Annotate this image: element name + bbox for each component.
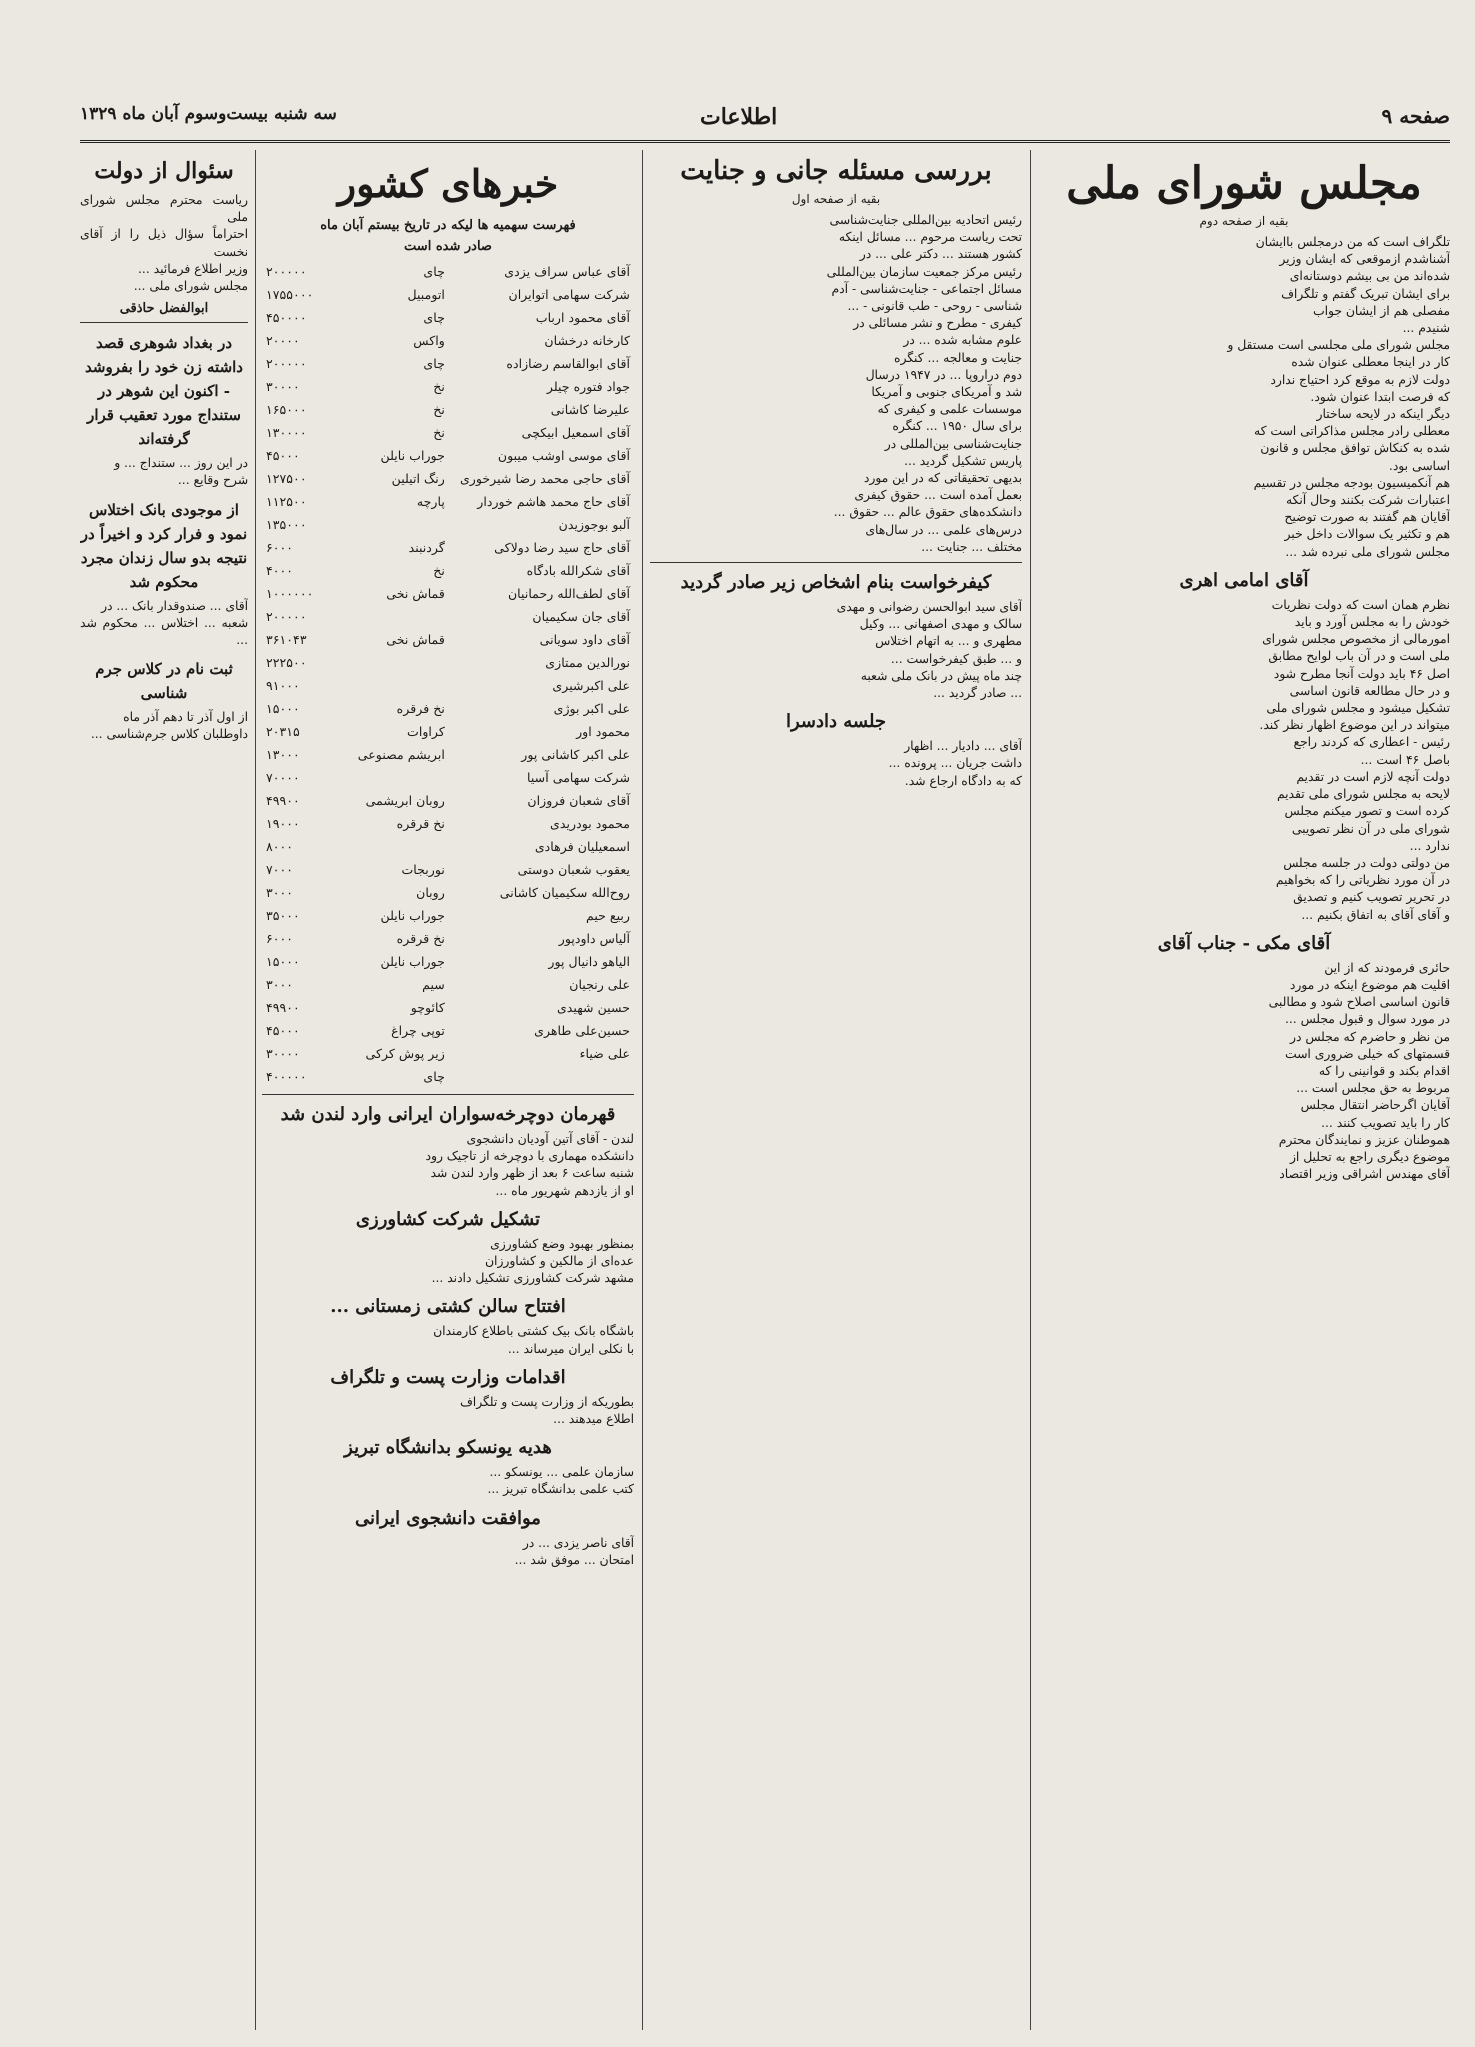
section-heading: در بغداد شوهری قصد داشته زن خود را بفروشد - اکنون این شوهر در ستنداج مورد تعقیب قرار گرفته‌اند [85, 334, 243, 449]
allocation-row [262, 444, 634, 467]
allocation-amount: ۴۵۰۰۰ [266, 448, 300, 463]
allocation-amount: ۱۵۰۰۰ [266, 701, 300, 716]
allocation-row [262, 260, 634, 283]
section-heading: از موجودی بانک اختلاس نمود و فرار کرد و اخیراً در نتیجه بدو سال زندان مجرد محکوم شد [80, 500, 248, 591]
allocation-row [262, 835, 634, 858]
signature: ابوالفضل حاذقی [119, 301, 209, 317]
allocation-name: یعقوب شعبان دوستی [517, 862, 630, 877]
allocation-item: نخ قرقره [396, 931, 445, 946]
article-text: از اول آذر تا دهم آذر ماه داوطلبان کلاس جرم‌شناسی ... [90, 710, 248, 742]
allocation-item [350, 674, 449, 697]
allocation-item: نخ فرقره [396, 701, 445, 716]
allocation-item: جوراب نایلن [380, 448, 445, 463]
allocation-item: سیم [422, 977, 445, 992]
allocation-name: شرکت سهامی اتوایران [508, 287, 630, 302]
allocation-name: آقای حاجی محمد رضا شیرخوری [459, 471, 630, 486]
section-heading: هدیه یونسکو بدانشگاه تبریز [344, 1437, 552, 1459]
article-text: در این روز ... ستنداج ... و شرح وقایع ... [114, 456, 248, 488]
allocation-row [262, 881, 634, 904]
allocation-row [262, 559, 634, 582]
divider [80, 322, 248, 323]
allocation-name: آقای اسمعیل ابیکچی [521, 425, 630, 440]
allocation-row [262, 283, 634, 306]
allocation-item [350, 605, 449, 628]
allocation-name: آقای شعبان فروزان [527, 793, 630, 808]
allocation-row [262, 973, 634, 996]
divider [650, 562, 1022, 563]
allocation-amount: ۱۶۵۰۰۰ [266, 402, 307, 417]
allocation-name: ربیع حیم [585, 908, 630, 923]
divider [262, 1094, 634, 1095]
allocation-amount: ۱۵۰۰۰ [266, 954, 300, 969]
allocation-item [350, 513, 449, 536]
allocation-row [262, 950, 634, 973]
allocation-item: چای [423, 356, 445, 371]
allocation-row [262, 421, 634, 444]
article-text: سازمان علمی ... یونسکو ... کتب علمی بدانشگاه تبریز ... [487, 1465, 634, 1497]
headline-majlis: مجلس شورای ملی [1066, 158, 1422, 209]
section-heading: کیفرخواست بنام اشخاص زیر صادر گردید [680, 572, 992, 594]
column-divider [1030, 150, 1031, 2030]
allocation-table [262, 260, 634, 1088]
allocation-amount: ۷۰۰۰۰ [266, 770, 300, 785]
allocation-amount: ۳۰۰۰ [266, 885, 294, 900]
allocation-name: حسین‌علی طاهری [534, 1023, 630, 1038]
allocation-name: الیاهو دانیال پور [548, 954, 630, 969]
allocation-name: کارخانه درخشان [544, 333, 630, 348]
allocation-name: روح‌الله سکیمیان کاشانی [499, 885, 630, 900]
headline-question: سئوال از دولت [94, 158, 234, 184]
allocation-name: آقای عباس سراف یزدی [504, 264, 630, 279]
allocation-name: آلیاس داودپور [558, 931, 630, 946]
allocation-item [350, 766, 449, 789]
list-title: فهرست سهمیه ها لیکه در تاریخ بیستم آبان ماه [320, 218, 576, 233]
allocation-item: رنگ اتیلین [391, 471, 445, 486]
allocation-row [262, 1065, 634, 1088]
allocation-item: جوراب نایلن [380, 954, 445, 969]
allocation-amount: ۲۰۰۰۰۰ [266, 356, 307, 371]
allocation-row [262, 720, 634, 743]
allocation-row [262, 329, 634, 352]
allocation-row [262, 398, 634, 421]
allocation-name: علی اکبر بوژی [553, 701, 630, 716]
allocation-row [262, 812, 634, 835]
allocation-item: نخ [433, 379, 445, 394]
allocation-item [350, 651, 449, 674]
allocation-row [262, 996, 634, 1019]
allocation-row [262, 628, 634, 651]
allocation-amount: ۴۰۰۰ [266, 563, 294, 578]
allocation-item: نوربجات [401, 862, 445, 877]
allocation-amount: ۱۹۰۰۰ [266, 816, 300, 831]
allocation-row [262, 904, 634, 927]
article-text: آقای ... دادیار ... اظهار داشت جریان ... پرونده ... که به دادگاه ارجاع شد. [888, 739, 1022, 788]
allocation-row [262, 375, 634, 398]
allocation-row [262, 605, 634, 628]
section-heading: اقدامات وزارت پست و تلگراف [330, 1366, 566, 1388]
allocation-name: آقای لطف‌الله رحمانیان [507, 586, 630, 601]
allocation-item: قماش نخی [386, 632, 445, 647]
allocation-row [262, 352, 634, 375]
allocation-amount: ۱۷۵۵۰۰۰ [266, 287, 314, 302]
allocation-amount: ۸۰۰۰ [266, 839, 294, 854]
allocation-name: علی ضیاء [579, 1046, 630, 1061]
allocation-row [262, 513, 634, 536]
allocation-item: نخ قرقره [396, 816, 445, 831]
continued-note: بقیه از صفحه دوم [1199, 214, 1289, 228]
allocation-name: حسین شهیدی [556, 1000, 630, 1015]
section-heading: افتتاح سالن کشتی زمستانی ... [330, 1296, 566, 1318]
section-heading: آقای امامی اهری [1179, 569, 1309, 591]
allocation-row [262, 766, 634, 789]
article-text: لندن - آقای آتین آودیان دانشجوی دانشکده مهماری با دوچرخه از تاجیک رود شنبه ساعت ۶ بعد از ظهر وارد لندن شد او از یازدهم شهریور ماه ... [425, 1132, 634, 1198]
allocation-row [262, 1019, 634, 1042]
column-question [80, 150, 248, 2030]
allocation-amount: ۴۵۰۰۰۰ [266, 310, 307, 325]
column-country-news [262, 150, 634, 2030]
article-text: آقای سید ابوالحسن رضوانی و مهدی سالک و مهدی اصفهانی ... وکیل مطهری و ... به اتهام اختلاس و ... طبق کیفرخواست ... چند ماه پیش در بانک ملی شعبه ... صادر گردید ... [836, 600, 1022, 701]
allocation-name: آقای محمود ارباب [535, 310, 630, 325]
allocation-name: آقای شکرالله بادگاه [526, 563, 630, 578]
allocation-item: چای [423, 1069, 445, 1084]
allocation-item: چای [423, 264, 445, 279]
article-text: بمنظور بهبود وضع کشاورزی عده‌ای از مالکین و کشاورزان مشهد شرکت کشاورزی تشکیل دادند ... [431, 1236, 634, 1286]
allocation-amount: ۶۰۰۰ [266, 540, 294, 555]
article-text: نظرم همان است که دولت نظریات خودش را به مجلس آورد و باید امورمالی از مخصوص مجلس شورای ملی است و در آن باب لوایح مطابق اصل ۴۶ باید دولت آنجا مطرح شود و در حال مطالعه قانون اساسی تشکیل میشود و مجلس شورای ملی میتواند در این موضوع اظهار نظر کند. رئیس - اعطاری که کردند راجع باصل ۴۶ است ... دولت آنچه لازم است در تقدیم لایحه به مجلس شورای ملی تقدیم کرده است و تصور میکنم مجلس شورای ملی در آن نظر تصویبی ندارد ... من دولتی دولت در جلسه مجلس در آن مورد نظریاتی را که بخواهیم در تحریر تصویب کنیم و تصدیق و آقای آقای به اتفاق بکنیم ... [1259, 597, 1450, 922]
allocation-name: آقای حاج محمد هاشم خوردار [477, 494, 630, 509]
allocation-item: نخ [433, 402, 445, 417]
article-text: آقایان اگرحاضر انتقال مجلس کار را باید تصویب کنند ... هموطنان عزیز و نمایندگان محترم موضوع دیگری راجع به تحلیل از آقای مهندس اشراقی وزیر اقتصاد [1278, 1098, 1450, 1182]
allocation-name: آقای حاج سید رضا دولاکی [494, 540, 630, 555]
headline-crime: بررسی مسئله جانی و جنایت [680, 156, 992, 186]
allocation-amount: ۳۰۰۰۰ [266, 379, 300, 394]
allocation-amount: ۹۱۰۰۰ [266, 678, 300, 693]
allocation-amount: ۱۱۲۵۰۰ [266, 494, 307, 509]
article-text: بطوریکه از وزارت پست و تلگراف اطلاع میدهند ... [460, 1394, 634, 1427]
allocation-name: آلبو بوجوزیدن [558, 517, 630, 532]
allocation-amount: ۴۹۹۰۰ [266, 1000, 300, 1015]
allocation-name: محمود بودریدی [550, 816, 630, 831]
section-heading: تشکیل شرکت کشاورزی [355, 1208, 541, 1230]
allocation-amount: ۴۰۰۰۰۰ [266, 1069, 307, 1084]
allocation-row [262, 651, 634, 674]
allocation-row [262, 536, 634, 559]
allocation-item: نخ [433, 425, 445, 440]
allocation-amount: ۱۲۷۵۰۰ [266, 471, 307, 486]
allocation-item: گردنبند [408, 540, 445, 555]
article-text: تلگراف است که من درمجلس باایشان آشناشدم ازموقعی که ایشان وزیر شده‌اند من بی بیشم دوستانه‌ای برای ایشان تبریک گفتم و تلگراف مفصلی هم از ایشان جواب شنیدم ... مجلس شورای ملی مجلسی است مستقل و کار در اینجا معطلی عنوان شده دولت لازم به موقع کرد احتیاج ندارد که فرصت ابتدا عنوان شود. دیگر اینکه در لایحه ساختار معطلی رادر مجلس مذاکراتی است که شده به کنکاش توافق مجلس و قانون اساسی بود. هم آنکمیسیون بودجه مجلس در تقسیم اعتبارات شرکت بکنند وحال آنکه آقایان هم گفتند به صورت توضیح هم و تکثیر یک سوالات داخل خبر مجلس شورای ملی نبرده شد ... [1227, 235, 1450, 559]
paper-name: اطلاعات [700, 104, 778, 130]
allocation-name: آقای داود سویانی [539, 632, 630, 647]
masthead-rule [80, 140, 1450, 147]
allocation-item: توپی چراغ [391, 1023, 445, 1038]
allocation-name: نورالدین ممتازی [545, 655, 630, 670]
headline-country-news: خبرهای کشور [337, 161, 559, 206]
article-text: باشگاه بانک بیک کشتی باطلاع کارمندان با نکلی ایران میرساند ... [433, 1324, 634, 1356]
continued-note: بقیه از صفحه اول [791, 192, 881, 206]
allocation-row [262, 582, 634, 605]
article-text: آقای ... صندوقدار بانک ... در شعبه ... اختلاس ... محکوم شد ... [80, 598, 248, 648]
column-divider [642, 150, 643, 2030]
allocation-name: شرکت سهامی آسیا [527, 770, 630, 785]
page-number: صفحه ۹ [1381, 104, 1450, 128]
section-heading: جلسه دادسرا [785, 711, 887, 733]
list-subtitle: صادر شده است [404, 239, 492, 254]
article-text: ریاست محترم مجلس شورای ملی احتراماً سؤال ذیل را از آقای نخست وزیر اطلاع فرمائید ... مجلس شورای ملی ... [80, 193, 248, 294]
allocation-item: چای [423, 310, 445, 325]
allocation-row [262, 789, 634, 812]
allocation-amount: ۳۶۱۰۴۳ [266, 632, 307, 647]
allocation-amount: ۳۵۰۰۰ [266, 908, 300, 923]
allocation-amount: ۱۳۵۰۰۰ [266, 517, 307, 532]
allocation-row [262, 467, 634, 490]
allocation-amount: ۱۳۰۰۰ [266, 747, 300, 762]
allocation-name: آقای جان سکیمیان [532, 609, 630, 624]
allocation-item: واکس [413, 333, 445, 348]
allocation-name: آقای موسی اوشب میبون [497, 448, 630, 463]
allocation-row [262, 927, 634, 950]
column-majlis [1038, 150, 1450, 2030]
article-text: آقای ناصر یزدی ... در امتحان ... موفق شد ... [514, 1535, 634, 1567]
allocation-item: زیر پوش کرکی [365, 1046, 445, 1061]
section-heading: قهرمان دوچرخه‌سواران ایرانی وارد لندن شد [280, 1104, 616, 1125]
allocation-amount: ۲۰۰۰۰۰ [266, 609, 307, 624]
allocation-amount: ۴۵۰۰۰ [266, 1023, 300, 1038]
allocation-item: کراوات [406, 724, 445, 739]
allocation-item: روبان ابریشمی [365, 793, 445, 808]
allocation-name: محمود اور [576, 724, 630, 739]
allocation-amount: ۷۰۰۰ [266, 862, 294, 877]
allocation-name: اسمعیلیان فرهادی [534, 839, 630, 854]
allocation-row [262, 306, 634, 329]
allocation-name [449, 1065, 634, 1088]
allocation-name: علی اکبرشیری [552, 678, 630, 693]
allocation-row [262, 1042, 634, 1065]
allocation-item: قماش نخی [386, 586, 445, 601]
allocation-row [262, 490, 634, 513]
allocation-item: اتومبیل [407, 287, 445, 302]
section-heading: ثبت نام در کلاس جرم شناسی [95, 660, 233, 703]
allocation-item: پارچه [416, 494, 445, 509]
allocation-amount: ۲۰۰۰۰ [266, 333, 300, 348]
allocation-row [262, 858, 634, 881]
section-heading: موافقت دانشجوی ایرانی [355, 1507, 541, 1529]
allocation-name: علی اکبر کاشانی پور [521, 747, 630, 762]
allocation-item: روبان [416, 885, 445, 900]
allocation-amount: ۱۳۰۰۰۰ [266, 425, 307, 440]
allocation-amount: ۳۰۰۰ [266, 977, 294, 992]
allocation-amount: ۳۰۰۰۰ [266, 1046, 300, 1061]
allocation-item: ابریشم مصنوعی [357, 747, 445, 762]
allocation-item: جوراب نایلن [380, 908, 445, 923]
article-text: حائری فرمودند که از این اقلیت هم موضوع اینکه در مورد قانون اساسی اصلاح شود و مطالبی در مورد سوال و قبول مجلس ... من نظر و حاضرم که مجلس در قسمتهای که خیلی ضروری است اقدام بکند و قوانینی را که مربوط به حق مجلس است ... [1268, 960, 1450, 1096]
allocation-item [350, 835, 449, 858]
allocation-amount: ۱۰۰۰۰۰۰ [266, 586, 314, 601]
allocation-amount: ۲۲۲۵۰۰ [266, 655, 307, 670]
allocation-name: علیرضا کاشانی [550, 402, 630, 417]
allocation-row [262, 697, 634, 720]
column-divider [255, 150, 256, 2030]
column-crime [650, 150, 1022, 2030]
allocation-amount: ۴۹۹۰۰ [266, 793, 300, 808]
allocation-row [262, 674, 634, 697]
allocation-name: آقای ابوالقاسم رضازاده [506, 356, 630, 371]
allocation-amount: ۶۰۰۰ [266, 931, 294, 946]
allocation-name: علی رنجیان [569, 977, 630, 992]
date-line: سه شنبه بیست‌وسوم آبان ماه ۱۳۲۹ [80, 104, 337, 124]
section-heading: آقای مکی - جناب آقای [1157, 932, 1331, 954]
allocation-row [262, 743, 634, 766]
allocation-item: نخ [433, 563, 445, 578]
article-text: رئیس اتحادیه بین‌المللی جنایت‌شناسی تحت ریاست مرحوم ... مسائل اینکه کشور هستند ... دکتر علی ... در رئیس مرکز جمعیت سازمان بین‌المللی مسائل اجتماعی - جنایت‌شناسی - آدم شناسی - روحی - طب قانونی - ... کیفری - مطرح و نشر مسائلی در علوم مشابه شده ... در جنایت و معالجه ... کنگره دوم دراروپا ... در ۱۹۴۷ درسال شد و آمریکای جنوبی و آمریکا موسسات علمی و کیفری که برای سال ۱۹۵۰ ... کنگره جنایت‌شناسی بین‌المللی در پاریس تشکیل گردید ... بدیهی تحقیقاتی که در این مورد بعمل آمده است ... حقوق کیفری دانشکده‌های حقوق عالم ... حقوق ... درس‌های علمی ... در سال‌های مختلف ... جنایت ... [826, 213, 1022, 554]
allocation-amount: ۲۰۳۱۵ [266, 724, 300, 739]
allocation-item: کائوچو [410, 1000, 445, 1015]
allocation-name: جواد فتوره چیلر [546, 379, 630, 394]
allocation-amount: ۲۰۰۰۰۰ [266, 264, 307, 279]
